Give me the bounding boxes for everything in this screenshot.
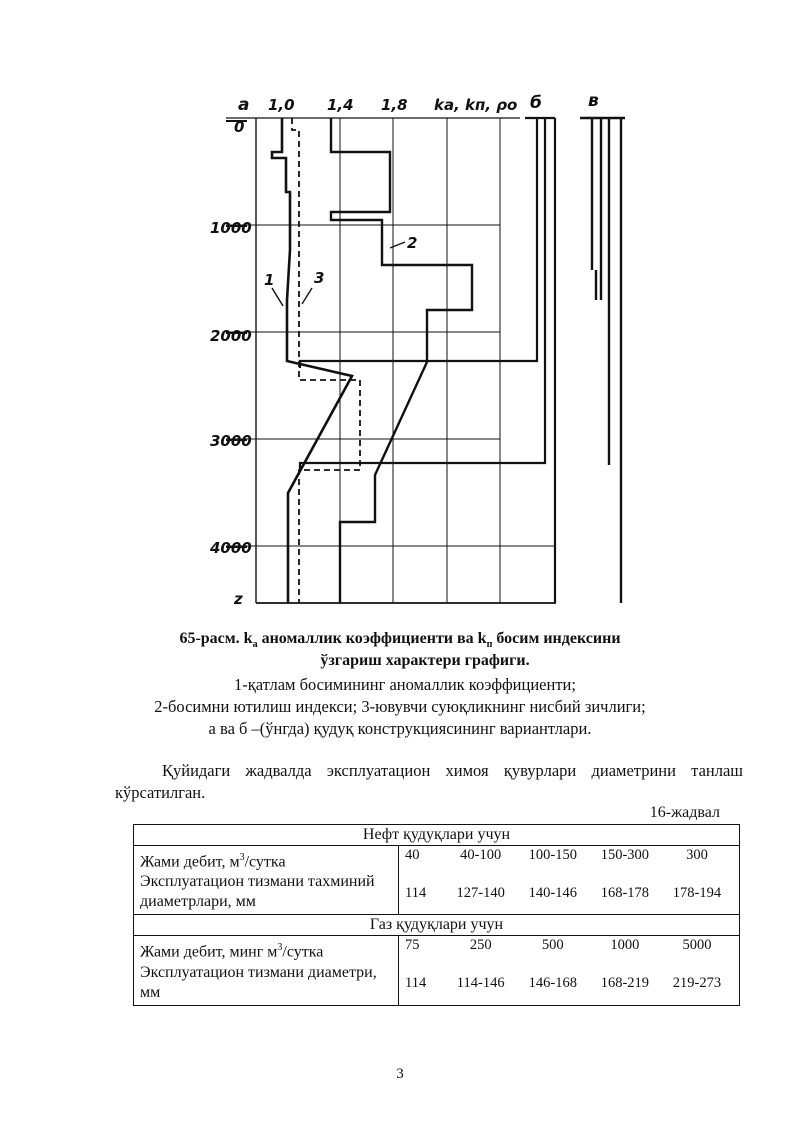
fig-depth-z: z [234, 590, 243, 608]
fig-label-a: а [238, 95, 250, 115]
figure-caption-title: 65-расм. $k_а$ аномаллик коэффициенти ва $k_п$ босим индексини [179, 630, 621, 651]
fig-depth-0: 0 [234, 118, 245, 136]
figure-caption-line1: 1-қатлам босимининг аномаллик коэффициенти; [234, 675, 576, 694]
gas-diameter-label: Эксплуатацион тизмани диаметри, мм [140, 963, 377, 1001]
table-section-gas [134, 915, 740, 936]
fig-curve-label-1: 1 [264, 271, 275, 289]
fig-depth-2000: 2000 [210, 327, 252, 345]
gas-diameter-values: 114 114-146 146-168 168-219 219-273 [405, 975, 722, 992]
oil-diameter-values: 114 127-140 140-146 168-178 178-194 [405, 885, 722, 901]
fig-depth-3000: 3000 [210, 432, 252, 450]
fig-curve-label-3: 3 [314, 269, 325, 287]
oil-debit-label: Жами дебит, $м^3$/сутка [140, 852, 286, 871]
oil-row-values [399, 846, 740, 915]
fig-construction-v [580, 118, 625, 603]
fig-construction-b [300, 118, 555, 603]
oil-diameter-label: Эксплуатацион тизмани тахминий диаметрлари, мм [140, 873, 375, 911]
page-number: 3 [396, 1066, 404, 1082]
fig-scale-1-0: 1,0 [268, 96, 295, 114]
fig-label-b: б [530, 93, 542, 113]
table-label: 16-жадвал [649, 804, 720, 821]
table-row [134, 846, 740, 915]
casing-diameter-table [133, 824, 740, 1006]
fig-scale-k: kа, kп, ρо [434, 96, 518, 114]
fig-depth-1000: 1000 [210, 219, 252, 237]
gas-section-header: Газ қудуқлари учун [134, 915, 740, 936]
gas-debit-values: 75 250 500 1000 5000 [405, 937, 712, 954]
fig-depth-4000: 4000 [210, 539, 252, 557]
figure-caption-line2: 2-босимни ютилиш индекси; 3-ювувчи суюқликнинг нисбий зичлиги; [154, 697, 646, 716]
fig-scale-1-8: 1,8 [381, 96, 408, 114]
fig-label-v: в [588, 91, 599, 111]
body-paragraph: Қуйидаги жадвалда эксплуатацион химоя қувурлари диаметрини танлаш кўрсатилган. [115, 761, 743, 802]
oil-row-labels [134, 846, 399, 915]
fig-curve-label-2: 2 [407, 234, 418, 252]
figure-caption-title-line2: ўзгариш характери графиги. [320, 652, 530, 669]
gas-row-values [399, 936, 740, 1005]
table-section-oil [134, 825, 740, 846]
table-row [134, 936, 740, 1005]
oil-section-header: Нефт қудуқлари учун [134, 825, 740, 846]
figure-caption-line3: а ва б –(ўнгда) қудуқ конструкциясининг вариантлари. [208, 719, 592, 738]
gas-debit-label: Жами дебит, минг $м^3$/сутка [140, 942, 324, 961]
oil-debit-values: 40 40-100 100-150 150-300 300 [405, 847, 708, 863]
gas-row-labels [134, 936, 399, 1005]
fig-scale-1-4: 1,4 [327, 96, 354, 114]
